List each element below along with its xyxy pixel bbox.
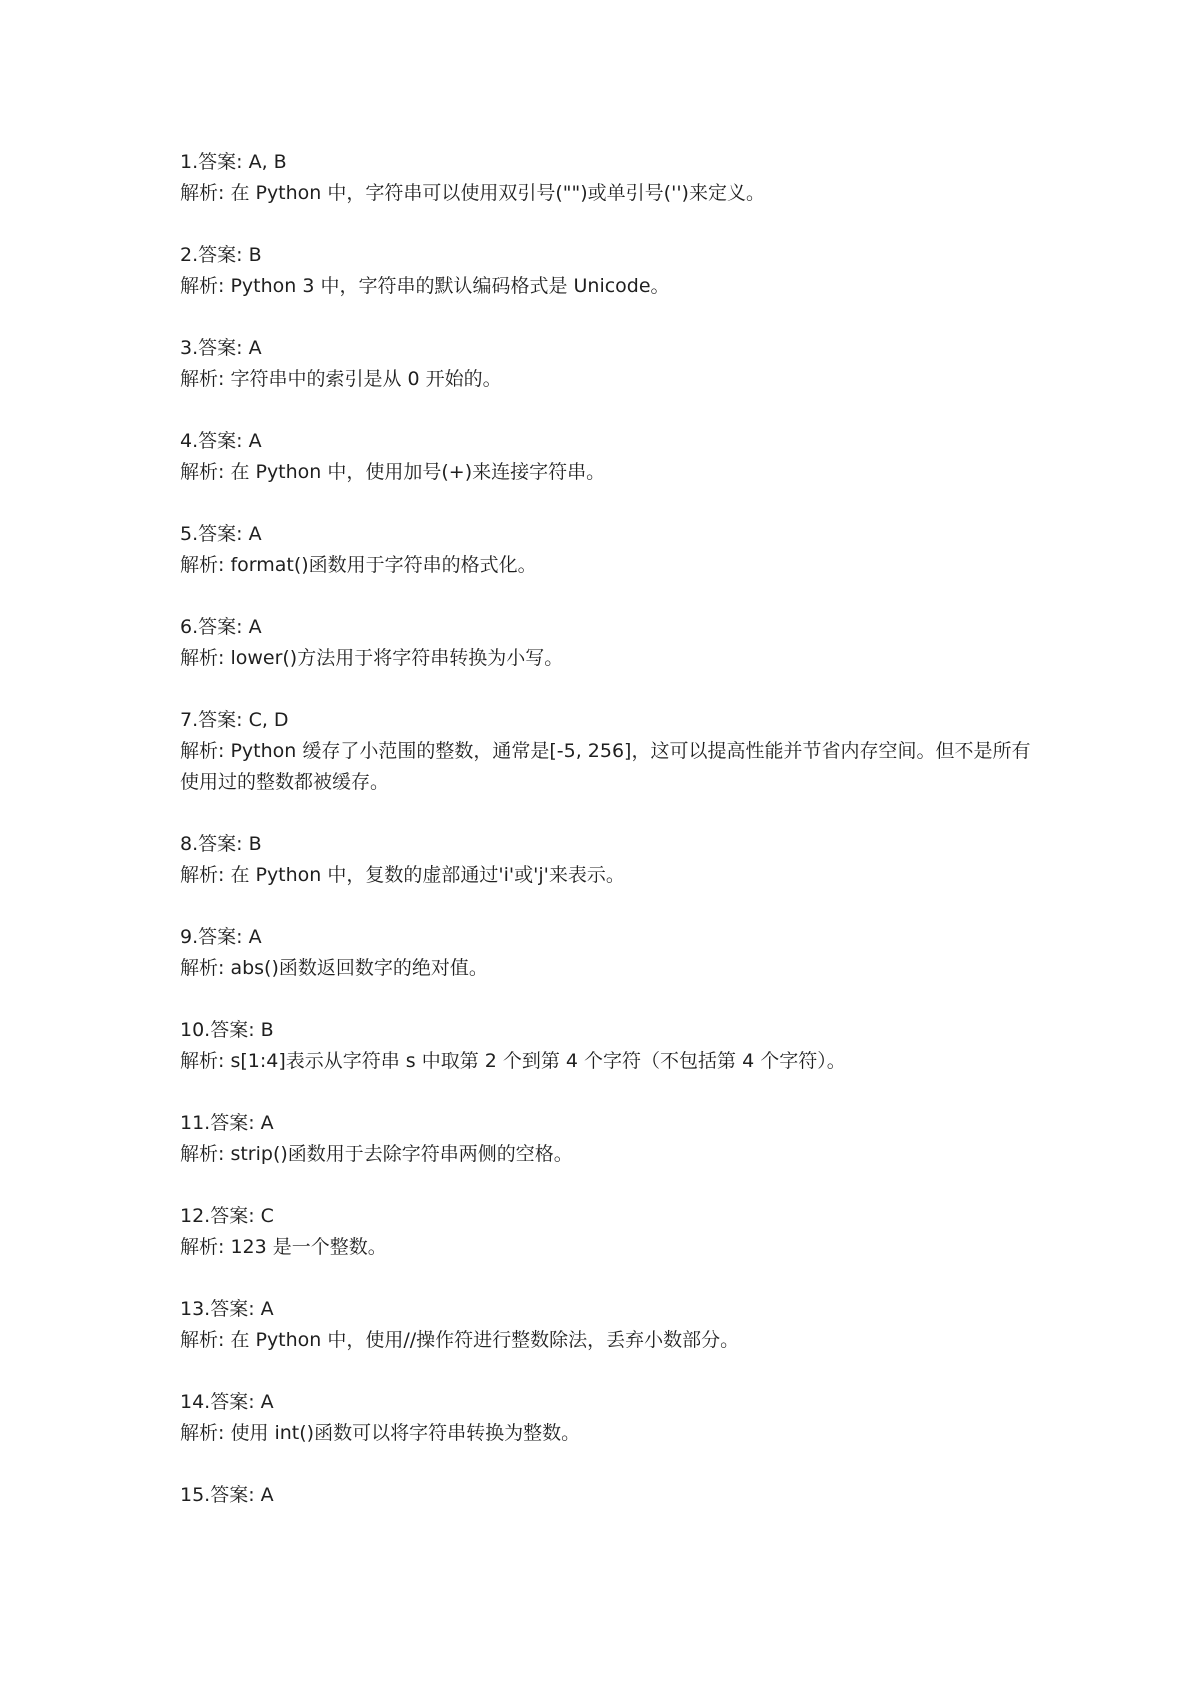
answer-list xyxy=(180,147,1040,1542)
answer-item xyxy=(180,705,1040,798)
explanation-line: 解析: 在 Python 中，使用加号(+)来连接字符串。 xyxy=(180,461,606,483)
answer-item xyxy=(180,426,1040,488)
explanation-line: 解析: 123 是一个整数。 xyxy=(180,1236,387,1258)
answer-item xyxy=(180,147,1040,209)
answer-line: 11.答案: A xyxy=(180,1112,274,1134)
answer-line: 8.答案: B xyxy=(180,833,262,855)
explanation-line: 解析: format()函数用于字符串的格式化。 xyxy=(180,554,537,576)
explanation-line: 解析: 字符串中的索引是从 0 开始的。 xyxy=(180,368,502,390)
explanation-line: 解析: lower()方法用于将字符串转换为小写。 xyxy=(180,647,564,669)
answer-line: 15.答案: A xyxy=(180,1484,274,1506)
answer-line: 5.答案: A xyxy=(180,523,262,545)
explanation-line: 解析: Python 缓存了小范围的整数，通常是[-5, 256]，这可以提高性能并节省内存空间。但不是所有使用过的整数都被缓存。 xyxy=(180,740,1031,793)
answer-item xyxy=(180,333,1040,395)
answer-item xyxy=(180,922,1040,984)
answer-line: 10.答案: B xyxy=(180,1019,274,1041)
answer-item xyxy=(180,1108,1040,1170)
explanation-line: 解析: Python 3 中，字符串的默认编码格式是 Unicode。 xyxy=(180,275,670,297)
explanation-line: 解析: 在 Python 中，使用//操作符进行整数除法，丢弃小数部分。 xyxy=(180,1329,740,1351)
answer-line: 12.答案: C xyxy=(180,1205,274,1227)
answer-item xyxy=(180,1294,1040,1356)
answer-item xyxy=(180,1480,1040,1511)
explanation-line: 解析: 使用 int()函数可以将字符串转换为整数。 xyxy=(180,1422,581,1444)
answer-line: 13.答案: A xyxy=(180,1298,274,1320)
explanation-line: 解析: 在 Python 中，字符串可以使用双引号("")或单引号('')来定义。 xyxy=(180,182,765,204)
answer-line: 3.答案: A xyxy=(180,337,262,359)
answer-item xyxy=(180,612,1040,674)
answer-line: 1.答案: A, B xyxy=(180,151,287,173)
explanation-line: 解析: strip()函数用于去除字符串两侧的空格。 xyxy=(180,1143,573,1165)
answer-line: 9.答案: A xyxy=(180,926,262,948)
answer-line: 7.答案: C, D xyxy=(180,709,289,731)
answer-line: 2.答案: B xyxy=(180,244,262,266)
answer-item xyxy=(180,1387,1040,1449)
answer-item xyxy=(180,1201,1040,1263)
explanation-line: 解析: 在 Python 中，复数的虚部通过'i'或'j'来表示。 xyxy=(180,864,625,886)
answer-item xyxy=(180,1015,1040,1077)
answer-item xyxy=(180,519,1040,581)
answer-item xyxy=(180,829,1040,891)
answer-line: 14.答案: A xyxy=(180,1391,274,1413)
answer-line: 6.答案: A xyxy=(180,616,262,638)
answer-line: 4.答案: A xyxy=(180,430,262,452)
explanation-line: 解析: s[1:4]表示从字符串 s 中取第 2 个到第 4 个字符（不包括第 4 个字符）。 xyxy=(180,1050,846,1072)
explanation-line: 解析: abs()函数返回数字的绝对值。 xyxy=(180,957,488,979)
answer-item xyxy=(180,240,1040,302)
